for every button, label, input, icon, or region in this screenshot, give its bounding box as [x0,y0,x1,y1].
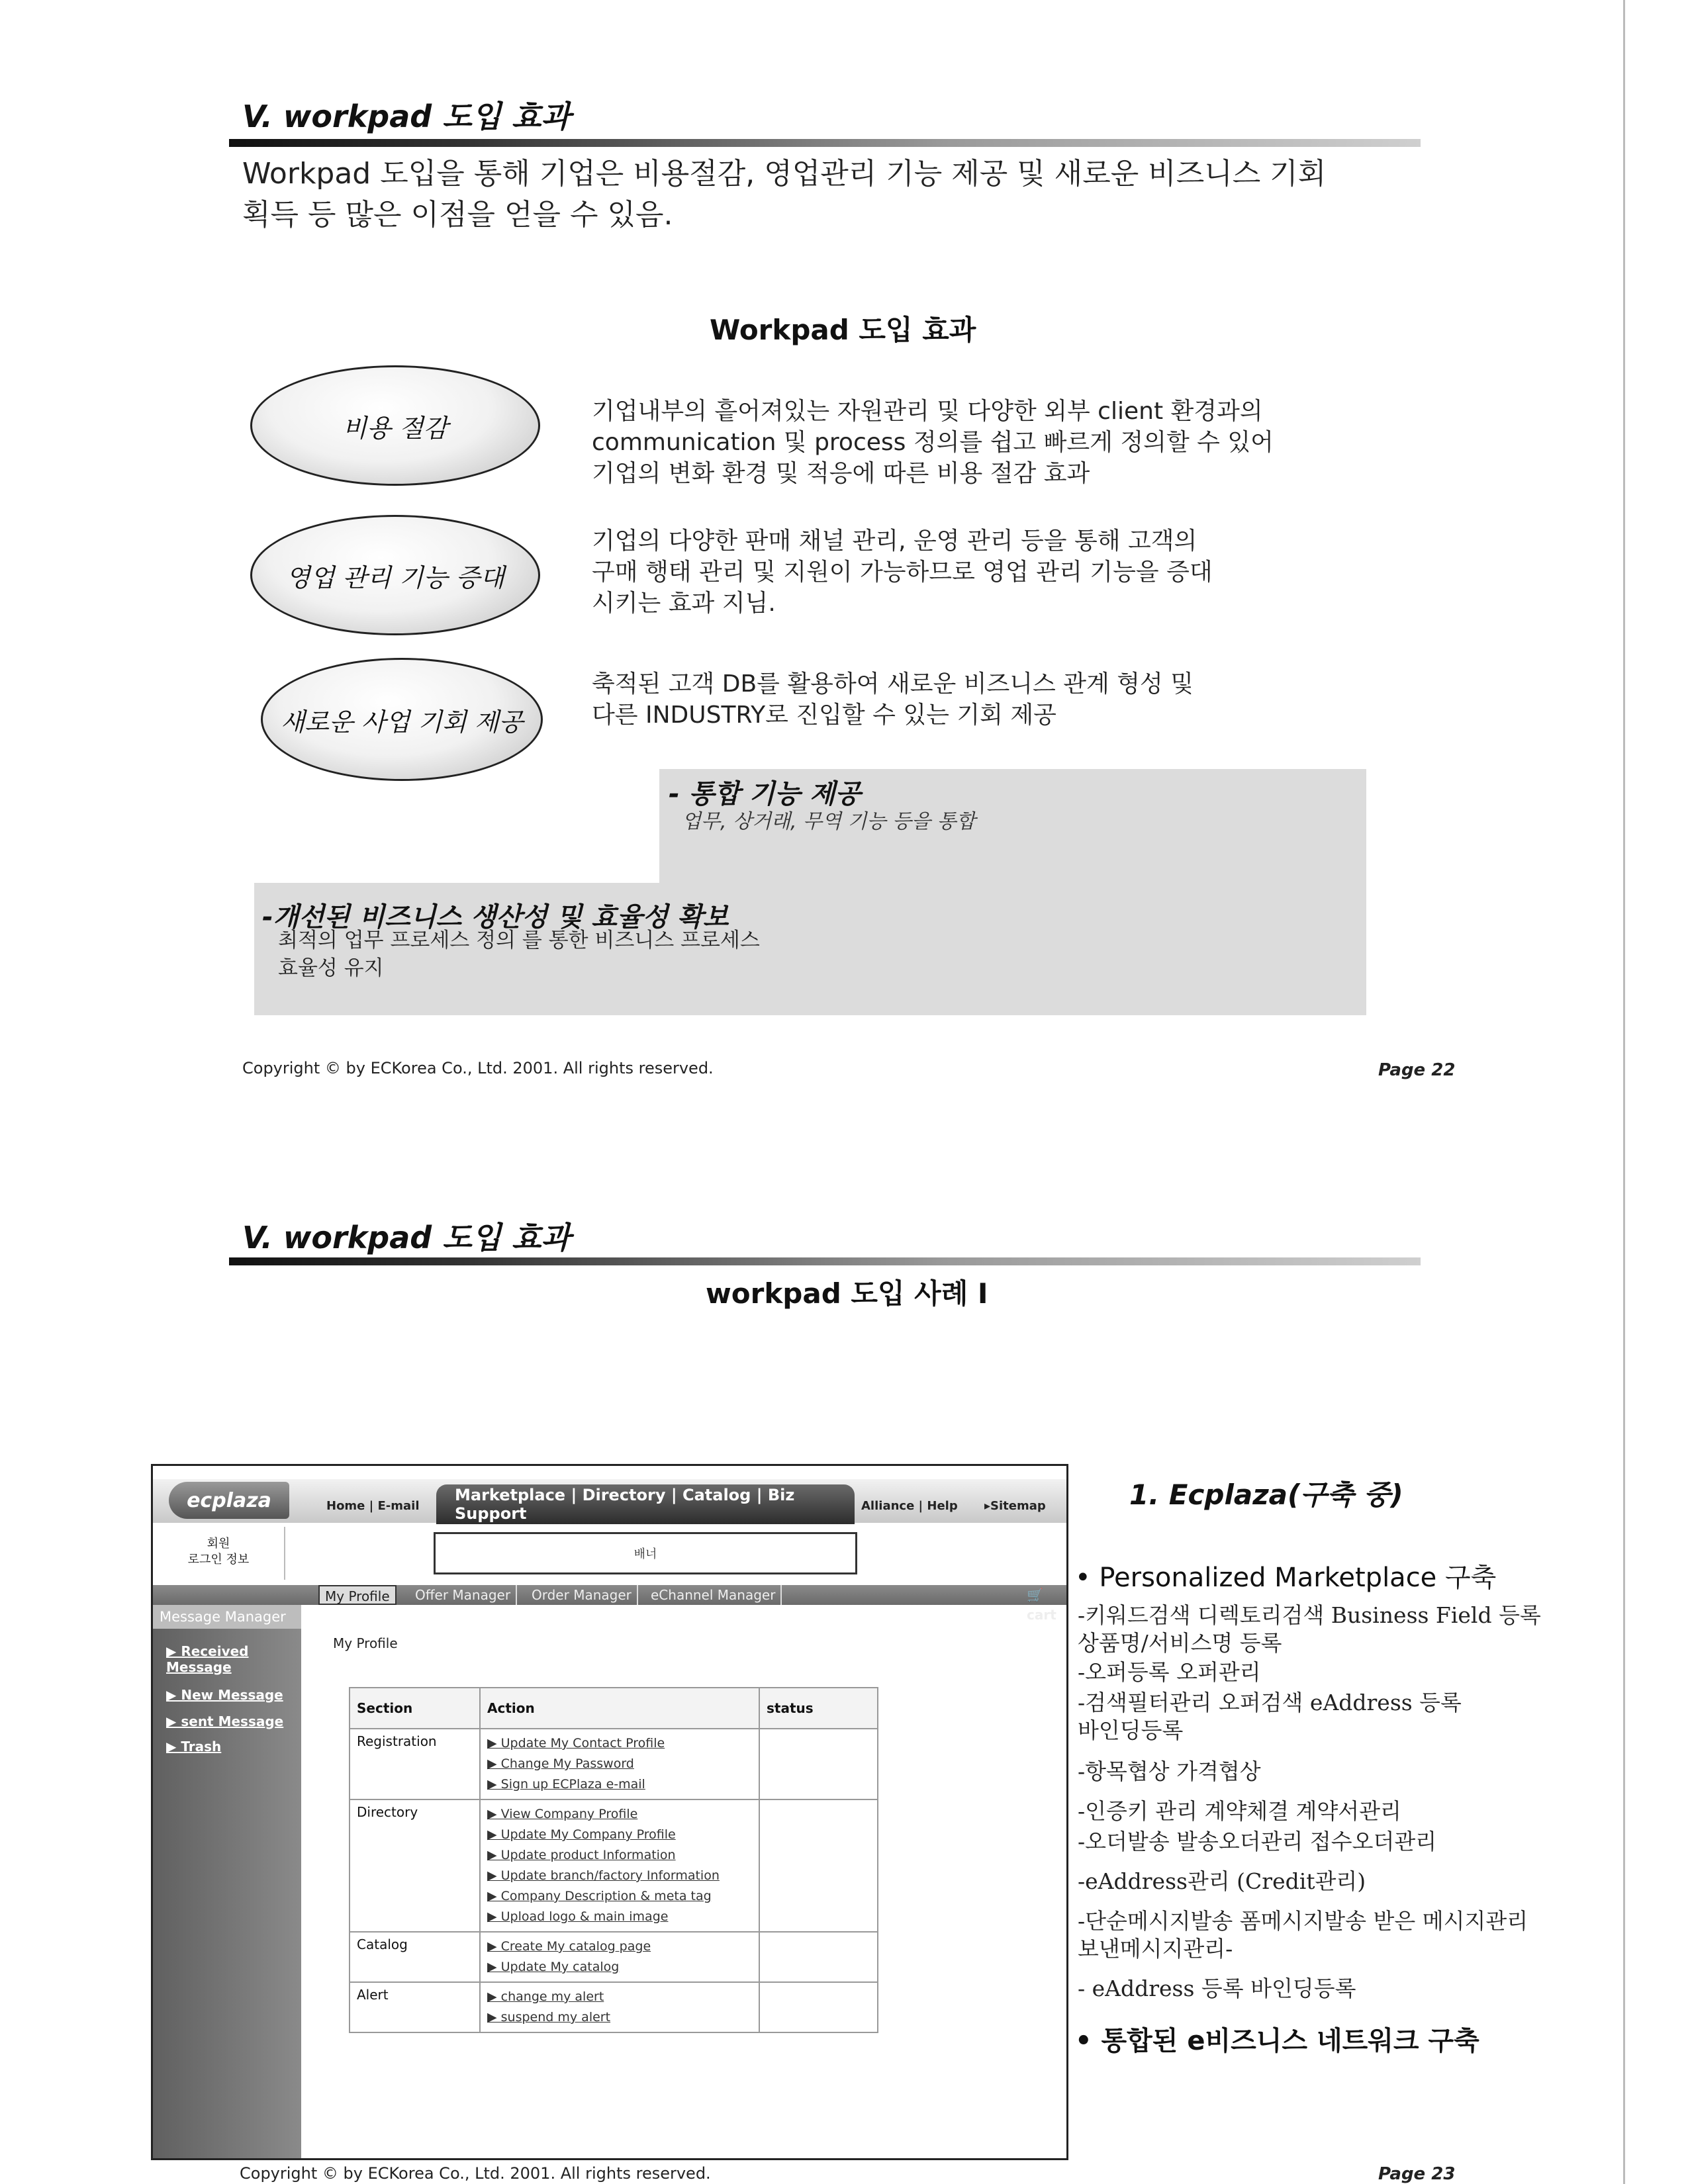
main-nav[interactable]: Marketplace | Directory | Catalog | Biz Support [436,1484,855,1524]
section-rule-2 [229,1257,1421,1265]
alliance-help-link[interactable]: Alliance | Help [861,1499,958,1513]
status-cell [759,1932,878,1982]
section-cell: Catalog [350,1932,480,1982]
tab-order-manager[interactable]: Order Manager [526,1585,638,1605]
feature-line: -단순메시지발송 폼메시지발송 받은 메시지관리 보낸메시지관리- [1078,1908,1528,1962]
member-login-info[interactable] [153,1527,285,1580]
table-row [350,1799,878,1932]
action-cell [480,1799,759,1932]
cart-label: cart [1027,1607,1056,1623]
diagram-title: Workpad 도입 효과 [710,314,976,346]
status-cell [759,1799,878,1932]
action-link[interactable]: ▶ Change My Password [487,1756,634,1771]
benefit-label: 새로운 사업 기회 제공 [280,707,524,737]
tab-offer-manager[interactable]: Offer Manager [410,1585,517,1605]
action-link[interactable]: ▶ change my alert [487,1989,604,2004]
table-header: Section [350,1688,480,1729]
action-link[interactable]: ▶ Company Description & meta tag [487,1889,712,1903]
feature-line: -키워드검색 디렉토리검색 Business Field 등록 상품명/서비스명 등록 [1078,1602,1541,1656]
table-header-row [350,1688,878,1729]
action-link[interactable]: ▶ Update My catalog [487,1960,620,1974]
tab-echannel-manager[interactable]: eChannel Manager [645,1585,782,1605]
productivity-desc: 최적의 업무 프로세스 정의 를 통한 비즈니스 프로세스 효율성 유지 [278,929,760,980]
intro-line: 획득 등 많은 이점을 얻을 수 있음. [242,198,673,232]
copyright: Copyright © by ECKorea Co., Ltd. 2001. All rights reserved. [240,2164,711,2183]
benefit-ellipse-sales [250,515,540,635]
cart-link[interactable] [1021,1585,1066,1623]
feature-line: -인증키 관리 계약체결 계약서관리 [1078,1798,1401,1824]
sitemap-link[interactable]: ▸Sitemap [984,1499,1046,1513]
status-cell [759,1729,878,1799]
section-title-2: V. workpad 도입 효과 [242,1220,571,1255]
action-link[interactable]: ▶ View Company Profile [487,1807,638,1821]
section-rule-1 [229,139,1421,147]
status-cell [759,1982,878,2032]
action-link[interactable]: ▶ Update branch/factory Information [487,1868,720,1883]
intro-text [242,154,1500,236]
sidebar-item-sent[interactable]: ▶ sent Message [166,1713,284,1729]
integration-sub: 업무, 상거래, 무역 기능 등을 통합 [682,810,976,833]
action-cell [480,1982,759,2032]
table-header: Action [480,1688,759,1729]
case-title: 1. Ecplaza(구축 중) [1129,1479,1403,1511]
ecplaza-logo[interactable]: ecplaza [169,1482,289,1519]
table-header: status [759,1688,878,1729]
benefit-ellipse-cost [250,365,540,486]
integration-title: - 통합 기능 제공 [669,779,861,809]
message-manager-heading: Message Manager [153,1605,301,1629]
benefit-ellipse-opportunity [261,658,543,781]
member-label: 회원 [207,1537,230,1551]
page-edge-line [1623,0,1625,2184]
action-link[interactable]: ▶ Sign up ECPlaza e-mail [487,1777,645,1792]
sidebar-item-received[interactable]: ▶ Received Message [166,1643,249,1675]
benefit-desc-cost: 기업내부의 흩어져있는 자원관리 및 다양한 외부 client 환경과의 communication 및 process 정의를 쉽고 빠르게 정의할 수 있어 기업의 변화 환경 및 적응에 따른 비용 절감 효과 [592,398,1274,487]
feature-line: -검색필터관리 오퍼검색 eAddress 등록 바인딩등록 [1078,1690,1462,1743]
action-link[interactable]: ▶ Upload logo & main image [487,1909,669,1924]
feature-line: - eAddress 등록 바인딩등록 [1078,1976,1356,2001]
case-subtitle: workpad 도입 사례 I [706,1277,988,1310]
section-title-1: V. workpad 도입 효과 [242,99,571,134]
bullet-text: Personalized Marketplace 구축 [1099,1563,1497,1593]
section-cell: Alert [350,1982,480,2032]
page-number: Page 22 [1378,1060,1456,1080]
page-number: Page 23 [1378,2164,1456,2184]
action-link[interactable]: ▶ Update My Contact Profile [487,1736,665,1751]
action-link[interactable]: ▶ Update product Information [487,1848,676,1862]
action-link[interactable]: ▶ Create My catalog page [487,1939,651,1954]
table-row [350,1932,878,1982]
tab-my-profile[interactable]: My Profile [318,1585,397,1605]
bullet-personalized: • Personalized Marketplace 구축 [1075,1563,1497,1593]
table-row [350,1729,878,1799]
ecplaza-screenshot [151,1464,1068,2160]
action-cell [480,1932,759,1982]
action-cell [480,1729,759,1799]
benefit-desc-opportunity: 축적된 고객 DB를 활용하여 새로운 비즈니스 관계 형성 및 다른 INDUSTRY로 진입할 수 있는 기회 제공 [592,670,1194,729]
feature-list [1078,1602,1620,2003]
profile-table [349,1687,878,2033]
copyright: Copyright © by ECKorea Co., Ltd. 2001. All rights reserved. [242,1059,714,1077]
home-email-link[interactable]: Home | E-mail [326,1499,420,1513]
section-cell: Registration [350,1729,480,1799]
benefit-label: 비용 절감 [342,413,448,443]
section-cell: Directory [350,1799,480,1932]
benefit-desc-sales: 기업의 다양한 판매 채널 관리, 운영 관리 등을 통해 고객의 구매 행태 관리 및 지원이 가능하므로 영업 관리 기능을 증대 시키는 효과 지님. [592,527,1213,617]
login-info-label: 로그인 정보 [187,1553,250,1567]
feature-line: -오더발송 발송오더관리 접수오더관리 [1078,1829,1437,1854]
feature-line: -eAddress관리 (Credit관리) [1078,1868,1366,1894]
table-row [350,1982,878,2032]
benefit-label: 영업 관리 기능 증대 [286,563,504,592]
productivity-title: -개선된 비즈니스 생산성 및 효율성 확보 [262,902,729,933]
content-title: My Profile [333,1635,398,1651]
sidebar-item-new[interactable]: ▶ New Message [166,1687,283,1703]
intro-line: Workpad 도입을 통해 기업은 비용절감, 영업관리 기능 제공 및 새로운 비즈니스 기회 [242,157,1327,191]
sidebar-item-trash[interactable]: ▶ Trash [166,1739,222,1754]
action-link[interactable]: ▶ suspend my alert [487,2010,611,2025]
cart-icon: 🛒 [1027,1587,1043,1603]
feature-line: -오퍼등록 오퍼관리 [1078,1659,1261,1685]
bullet-integrated: • 통합된 e비즈니스 네트워크 구축 [1075,2026,1479,2056]
bullet-text: 통합된 e비즈니스 네트워크 구축 [1101,2026,1479,2056]
action-link[interactable]: ▶ Update My Company Profile [487,1827,676,1842]
feature-line: -항목협상 가격협상 [1078,1758,1261,1784]
banner[interactable]: 배너 [434,1532,857,1574]
